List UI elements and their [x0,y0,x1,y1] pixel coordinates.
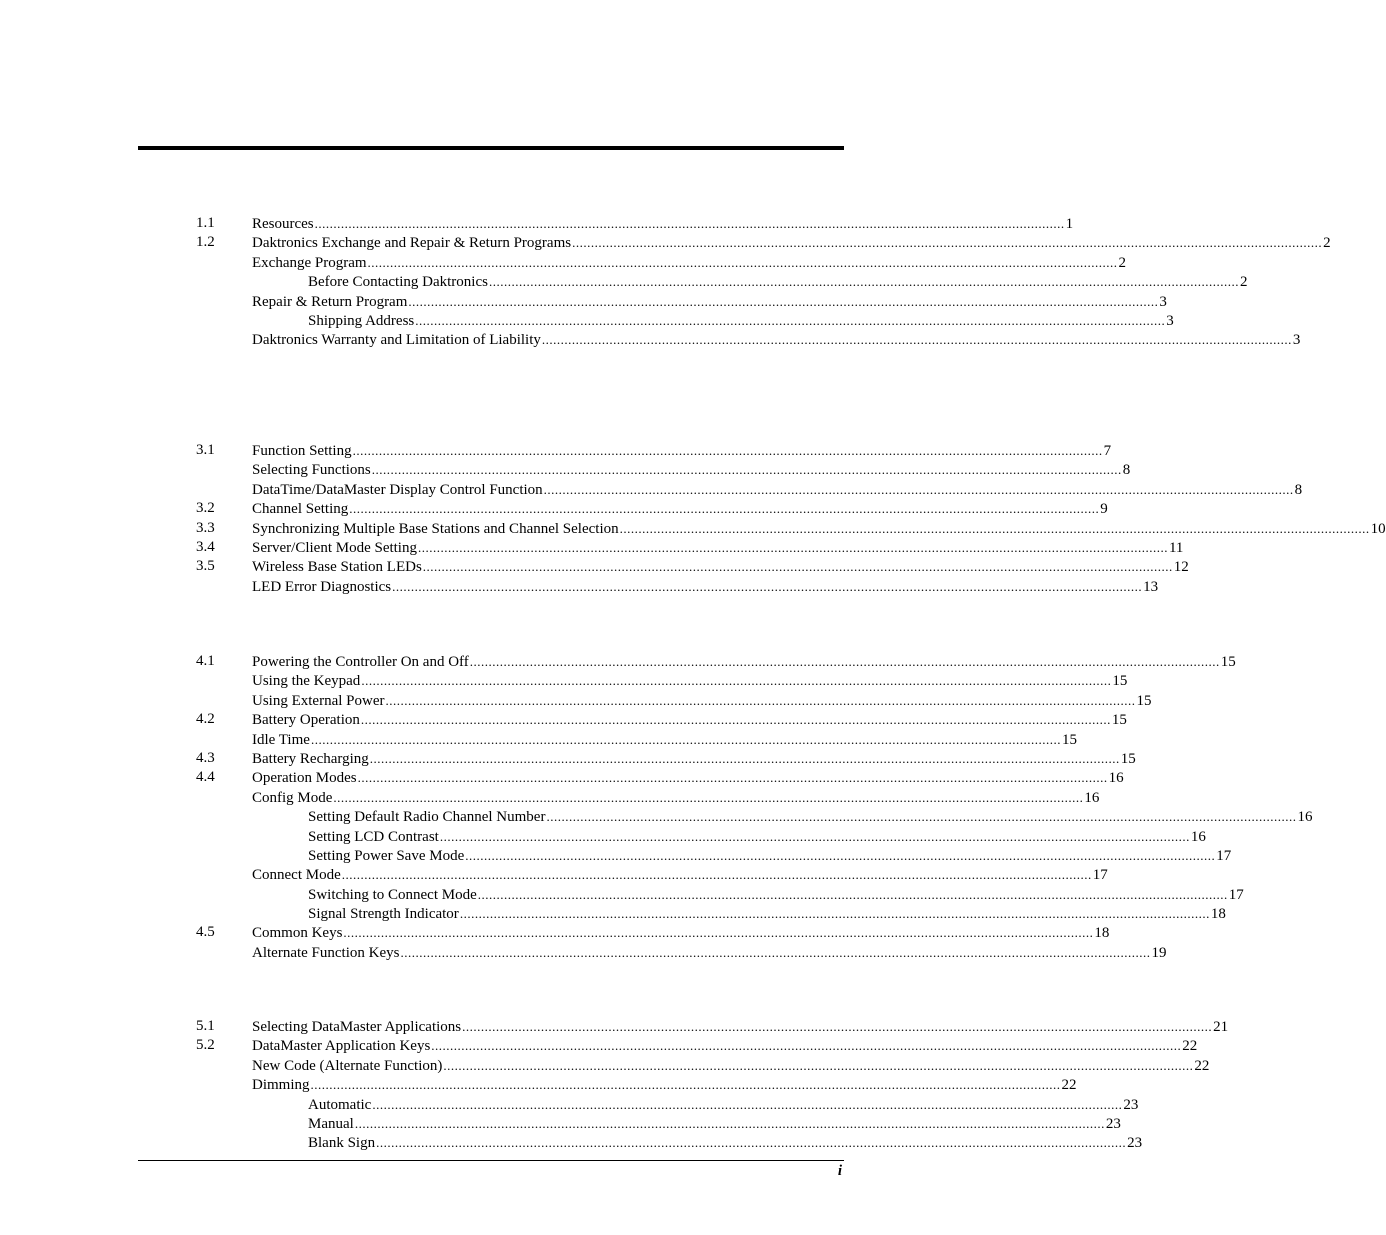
toc-entry-title: Synchronizing Multiple Base Stations and Channel Selection [252,520,619,537]
dot-leader: ........................................................................................................................................................................................................ [369,750,1120,766]
dot-leader: ........................................................................................................................................................................................................ [372,1096,1123,1112]
toc-entry[interactable] [0,1133,1143,1152]
toc-entry[interactable] [0,253,1127,272]
toc-entry-line [252,730,1077,750]
toc-entry[interactable] [0,311,1174,330]
dot-leader: ........................................................................................................................................................................................................ [352,443,1103,458]
toc-entry-title: Config Mode [252,789,333,806]
toc-entry-page: 23 [1127,1135,1143,1152]
dot-leader: ........................................................................................................................................................................................................ [360,712,1111,728]
toc-entry[interactable] [0,730,1077,749]
toc-entry-line [252,652,1236,672]
toc-entry[interactable] [0,865,1108,884]
toc-entry-line [252,691,1152,711]
toc-entry-page: 3 [1292,332,1301,349]
dot-leader: ........................................................................................................................................................................................................ [333,789,1084,805]
toc-entry-title: Setting LCD Contrast [308,828,439,845]
toc-entry-title: Powering the Controller On and Off [252,654,469,670]
toc-entry-page: 8 [1294,481,1303,498]
toc-entry-number: 4.1 [196,653,215,669]
toc-entry[interactable] [0,480,1303,499]
toc-entry-page: 10 [1370,520,1386,537]
toc-entry[interactable] [0,904,1226,923]
dot-leader: ........................................................................................................................................................................................................ [357,770,1108,786]
toc-entry-number: 4.5 [196,924,215,941]
toc-entry-page: 19 [1151,944,1167,961]
toc-entry-line [252,749,1136,769]
toc-entry-page: 12 [1173,559,1189,576]
dot-leader: ........................................................................................................................................................................................................ [546,809,1297,825]
toc-entry-page: 16 [1108,770,1124,787]
toc-entry-line [252,233,1331,253]
toc-entry-page: 22 [1061,1077,1077,1094]
toc-entry-number: 1.1 [196,215,215,231]
dot-leader: ........................................................................................................................................................................................................ [341,867,1092,883]
dot-leader: ........................................................................................................................................................................................................ [343,925,1094,941]
toc-entry-title: Signal Strength Indicator [308,906,459,923]
toc-entry[interactable] [0,943,1167,962]
toc-entry-page: 15 [1061,731,1077,748]
toc-entry[interactable] [0,577,1159,596]
toc-entry-line [252,768,1124,788]
toc-entry-title: LED Error Diagnostics [252,578,392,595]
toc-entry-line [252,292,1167,312]
dot-leader: ........................................................................................................................................................................................................ [431,1038,1182,1054]
toc-entry-line [252,538,1184,558]
toc-entry-line [308,807,1313,827]
toc-entry-title: Dimming [252,1077,310,1094]
dot-leader: ........................................................................................................................................................................................................ [314,216,1065,231]
toc-entry-page: 17 [1092,867,1108,884]
toc-entry-title: New Code (Alternate Function) [252,1057,443,1074]
toc-entry-title: Channel Setting [252,501,349,518]
toc-entry[interactable] [0,923,1110,942]
toc-entry-title: Selecting DataMaster Applications [252,1019,462,1035]
toc-entry[interactable] [0,272,1248,291]
toc-entry-page: 15 [1220,654,1236,670]
toc-entry[interactable] [0,1095,1139,1114]
toc-entry[interactable] [0,749,1136,768]
toc-entry[interactable] [0,652,1236,671]
dot-leader: ........................................................................................................................................................................................................ [385,692,1136,708]
toc-entry[interactable] [0,671,1128,690]
toc-entry-title: Idle Time [252,731,310,748]
toc-entry-line [308,904,1226,924]
toc-entry-line [308,1114,1121,1134]
toc-entry-title: DataTime/DataMaster Display Control Function [252,481,543,498]
dot-leader: ........................................................................................................................................................................................................ [310,731,1061,747]
toc-entry-page: 23 [1105,1115,1121,1132]
dot-leader: ........................................................................................................................................................................................................ [310,1077,1061,1093]
toc-entry-title: Setting Power Save Mode [308,847,465,864]
toc-entry-line [308,885,1244,905]
toc-entry-title: Repair & Return Program [252,293,408,310]
toc-entry-page: 11 [1168,539,1184,556]
toc-entry[interactable] [0,499,1108,518]
toc-entry-title: Setting Default Radio Channel Number [308,809,546,826]
toc-entry-line [252,923,1110,943]
toc-entry-title: Switching to Connect Mode [308,886,477,903]
toc-entry-number: 4.2 [196,711,215,728]
toc-entry-title: Server/Client Mode Setting [252,539,417,556]
toc-entry-title: Using External Power [252,692,385,709]
toc-entry-title: Common Keys [252,925,343,942]
toc-entry-number: 3.3 [196,519,215,536]
toc-entry-page: 3 [1159,293,1167,310]
dot-leader: ........................................................................................................................................................................................................ [392,578,1143,594]
toc-entry-number: 3.2 [196,500,215,517]
dot-leader: ........................................................................................................................................................................................................ [371,462,1122,478]
toc-entry[interactable] [0,233,1331,252]
toc-entry-page: 2 [1118,254,1127,271]
toc-entry-title: Connect Mode [252,867,341,884]
toc-entry-title: Before Contacting Daktronics [308,274,488,291]
toc-entry-page: 21 [1213,1019,1229,1035]
dot-leader: ........................................................................................................................................................................................................ [488,274,1239,290]
dot-leader: ........................................................................................................................................................................................................ [443,1057,1194,1073]
toc-entry-title: Blank Sign [308,1135,376,1152]
dot-leader: ........................................................................................................................................................................................................ [543,481,1294,497]
toc-entry-number: 5.2 [196,1037,215,1054]
toc-entry-line [252,943,1167,963]
dot-leader: ........................................................................................................................................................................................................ [465,847,1216,863]
toc-entry-page: 8 [1122,462,1131,479]
toc-entry-title: Exchange Program [252,254,367,271]
toc-entry[interactable] [0,519,1386,538]
toc-entry-line [252,1036,1198,1056]
footer-rule [138,1160,844,1161]
dot-leader: ........................................................................................................................................................................................................ [477,886,1228,902]
toc-entry-line [252,214,1074,234]
toc-entry[interactable] [0,691,1152,710]
dot-leader: ........................................................................................................................................................................................................ [361,673,1112,689]
toc-entry-line [252,519,1386,539]
toc-entry[interactable] [0,330,1301,349]
toc-section [0,214,1331,350]
toc-entry-number: 5.1 [196,1018,215,1034]
toc-entry-page: 2 [1323,235,1331,252]
toc-entry-page: 15 [1111,712,1127,729]
toc-entry-title: Daktronics Exchange and Repair & Return Programs [252,235,572,252]
toc-entry-line [308,311,1174,331]
toc-entry-line [252,577,1159,597]
toc-entry[interactable] [0,710,1127,729]
dot-leader: ........................................................................................................................................................................................................ [541,332,1292,348]
dot-leader: ........................................................................................................................................................................................................ [439,828,1190,844]
toc-entry-page: 9 [1100,501,1108,518]
dot-leader: ........................................................................................................................................................................................................ [572,235,1323,251]
toc-entry-line [252,253,1127,273]
toc-entry[interactable] [0,292,1167,311]
toc-entry-line [252,441,1112,461]
toc-entry[interactable] [0,768,1124,787]
dot-leader: ........................................................................................................................................................................................................ [408,293,1159,309]
toc-entry-line [308,1133,1143,1153]
toc-entry[interactable] [0,538,1184,557]
toc-entry-title: Function Setting [252,443,352,459]
dot-leader: ........................................................................................................................................................................................................ [459,906,1210,922]
header-rule [138,146,844,150]
toc-entry[interactable] [0,214,1074,233]
toc-entry-line [252,1075,1077,1095]
dot-leader: ........................................................................................................................................................................................................ [400,944,1151,960]
toc-entry-line [252,499,1108,519]
dot-leader: ........................................................................................................................................................................................................ [462,1019,1213,1034]
toc-entry-title: Daktronics Warranty and Limitation of Liability [252,332,541,349]
toc-entry-number: 1.2 [196,234,215,251]
toc-entry-page: 23 [1123,1096,1139,1113]
dot-leader: ........................................................................................................................................................................................................ [367,254,1118,270]
dot-leader: ........................................................................................................................................................................................................ [469,654,1220,669]
toc-entry[interactable] [0,807,1313,826]
dot-leader: ........................................................................................................................................................................................................ [349,501,1100,517]
toc-entry-line [252,1017,1229,1037]
toc-entry-page: 16 [1297,809,1313,826]
toc-entry-line [252,710,1127,730]
toc-entry[interactable] [0,885,1244,904]
toc-entry-title: Automatic [308,1096,372,1113]
toc-entry[interactable] [0,846,1232,865]
toc-entry-line [308,827,1206,847]
toc-entry-title: Resources [252,216,314,232]
toc-entry-page: 18 [1210,906,1226,923]
dot-leader: ........................................................................................................................................................................................................ [619,520,1370,536]
toc-entry-line [252,460,1131,480]
toc-entry-line [308,846,1232,866]
toc-entry-title: Using the Keypad [252,673,361,690]
toc-section [0,1017,1229,1153]
toc-entry[interactable] [0,1056,1210,1075]
toc-entry-page: 15 [1112,673,1128,690]
toc-section [0,652,1313,962]
toc-entry-title: Operation Modes [252,770,357,787]
toc-entry[interactable] [0,557,1189,576]
toc-entry-page: 16 [1190,828,1206,845]
dot-leader: ........................................................................................................................................................................................................ [417,539,1168,555]
toc-section [0,441,1386,596]
toc-entry-page: 3 [1166,312,1174,329]
dot-leader: ........................................................................................................................................................................................................ [376,1135,1127,1151]
toc-entry-number: 3.5 [196,558,215,575]
toc-entry-page: 2 [1239,274,1248,291]
toc-entry-page: 18 [1094,925,1110,942]
toc-entry-line [308,272,1248,292]
toc-entry-line [308,1095,1139,1115]
toc-entry-title: Selecting Functions [252,462,371,479]
toc-entry-number: 3.4 [196,538,215,555]
toc-entry-line [252,480,1303,500]
toc-entry-page: 1 [1065,216,1074,232]
toc-entry[interactable] [0,460,1131,479]
dot-leader: ........................................................................................................................................................................................................ [422,559,1173,575]
toc-entry-number: 4.3 [196,749,215,766]
toc-entry-page: 22 [1194,1057,1210,1074]
dot-leader: ........................................................................................................................................................................................................ [354,1115,1105,1131]
toc-entry-title: DataMaster Application Keys [252,1038,431,1055]
toc-entry-line [252,330,1301,350]
toc-entry-line [252,865,1108,885]
toc-entry-title: Shipping Address [308,312,415,329]
toc-entry-title: Wireless Base Station LEDs [252,559,422,576]
toc-entry-line [252,671,1128,691]
toc-entry[interactable] [0,1036,1198,1055]
toc-entry-page: 16 [1084,789,1100,806]
toc-entry[interactable] [0,827,1206,846]
page-number: i [837,1163,842,1179]
toc-entry-title: Manual [308,1115,354,1132]
toc-entry-line [252,788,1100,808]
toc-entry-number: 4.4 [196,769,215,786]
toc-entry-title: Battery Recharging [252,750,369,767]
toc-entry-title: Battery Operation [252,712,360,729]
toc-entry-number: 3.1 [196,442,215,458]
toc-entry-page: 22 [1182,1038,1198,1055]
toc-entry-line [252,1056,1210,1076]
toc-entry[interactable] [0,788,1100,807]
toc-entry-page: 13 [1143,578,1159,595]
toc-entry-title: Alternate Function Keys [252,944,400,961]
toc-entry[interactable] [0,1017,1229,1036]
toc-entry-page: 17 [1228,886,1244,903]
toc-entry-page: 7 [1103,443,1112,459]
toc-entry[interactable] [0,441,1112,460]
toc-entry-page: 15 [1136,692,1152,709]
dot-leader: ........................................................................................................................................................................................................ [415,312,1166,328]
toc-entry-page: 15 [1120,750,1136,767]
toc-entry-page: 17 [1216,847,1232,864]
toc-entry[interactable] [0,1114,1121,1133]
toc-entry[interactable] [0,1075,1077,1094]
toc-entry-line [252,557,1189,577]
